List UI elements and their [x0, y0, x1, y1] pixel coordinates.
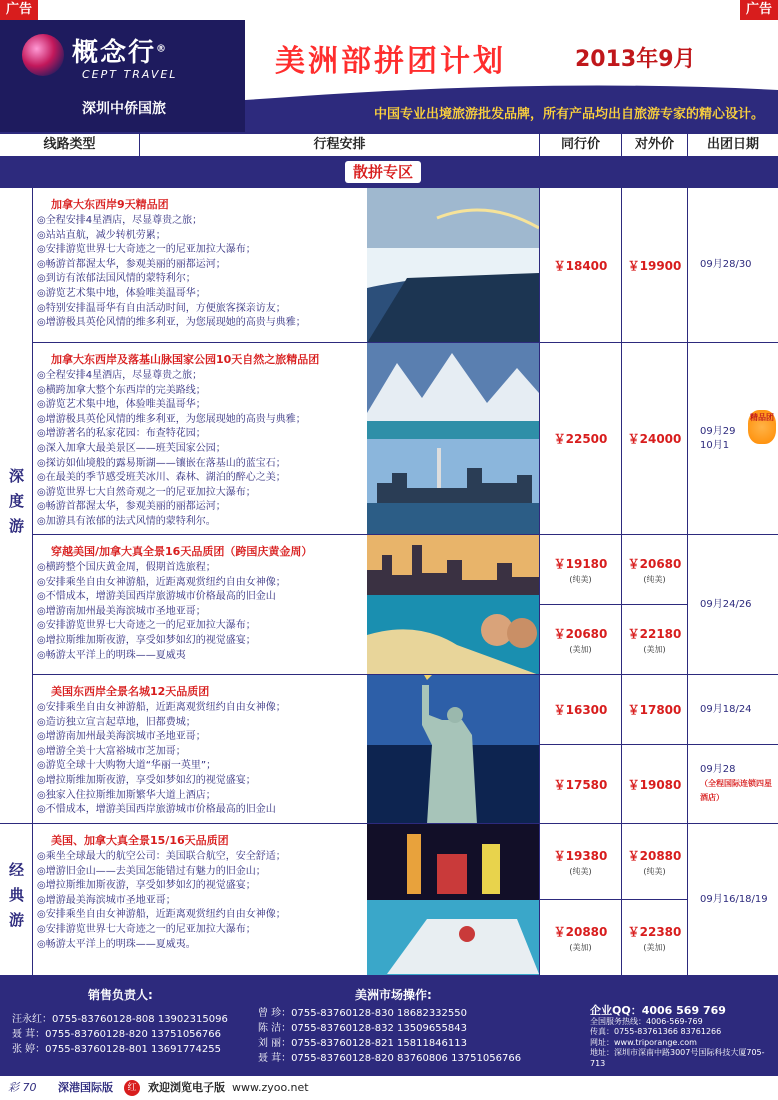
market-contacts	[258, 1006, 521, 1066]
list-item: ◎不惜成本，增游美国西岸旅游城市价格最高的旧金山	[37, 804, 276, 816]
route-title: 加拿大东西岸及落基山脉国家公园10天自然之旅精品团	[51, 353, 320, 366]
statue-of-liberty-photo	[367, 675, 539, 824]
company-website[interactable]: 网址：www.triporange.com	[590, 1037, 697, 1047]
contact-line: 张 婷：0755-83760128-801 13691774255	[12, 1044, 221, 1055]
col-itinerary: 行程安排	[140, 134, 540, 156]
route-usa-canada-15day[interactable]	[33, 824, 540, 976]
list-item: ◎站站直航，减少转机劳累；	[37, 229, 166, 241]
list-item: ◎畅游太平洋上的明珠——夏威夷。	[37, 938, 196, 950]
depart-date-cell	[688, 188, 778, 343]
trade-price-cell	[540, 900, 622, 976]
col-depart-date: 出团日期	[706, 137, 759, 152]
list-item: ◎横跨加拿大整个东西岸的完美路线；	[37, 384, 206, 396]
premium-badge	[748, 410, 776, 444]
depart-date: 10月1	[700, 439, 730, 451]
route-title: 美国东西岸全景名城12天品质团	[51, 685, 210, 698]
public-price: ￥22180	[627, 626, 682, 641]
col-route-type: 线路类型	[0, 134, 140, 156]
list-item: ◎全程安排4星酒店，尽显尊贵之旅；	[37, 370, 203, 381]
route-usa-12day[interactable]	[33, 675, 540, 824]
list-item: ◎在最美的季节感受班芙冰川、森林、湖泊的醉心之美；	[37, 472, 286, 484]
site-url[interactable]: www.zyoo.net	[232, 1081, 309, 1094]
list-item: ◎横跨整个国庆黄金周，假期首选旅程；	[37, 562, 216, 573]
date-note: （全程国际连锁四星酒店）	[700, 779, 772, 802]
depart-date: 09月29	[700, 425, 736, 437]
trade-price: ￥18400	[553, 258, 608, 273]
depart-date-cell	[688, 745, 778, 824]
list-item: ◎不惜成本，增游美国西岸旅游城市价格最高的旧金山	[37, 591, 276, 603]
trade-price-cell	[540, 535, 622, 605]
list-item: ◎增拉斯维加斯夜游，享受如梦如幻的视觉盛宴；	[37, 774, 256, 786]
company-info	[590, 1006, 775, 1069]
public-price: ￥24000	[627, 432, 682, 446]
route-items	[37, 850, 367, 952]
public-price: ￥20680	[627, 556, 682, 571]
contact-line: 聂 茸：0755-83760128-820 83760806 13751056766	[258, 1053, 522, 1064]
depart-date: 09月18/24	[700, 703, 752, 715]
list-item: ◎探访如仙境般的露易斯湖——镶嵌在落基山的蓝宝石；	[37, 457, 286, 469]
page-title: 美洲部拼团计划	[275, 44, 506, 79]
sales-contacts	[12, 1012, 228, 1057]
price-note: (美加)	[569, 644, 592, 654]
vegas-cruise-photo	[367, 824, 539, 976]
contact-line: 刘 丽：0755-83760128-821 15811846113	[258, 1038, 467, 1049]
depart-date: 09月16/18/19	[700, 893, 768, 905]
column-headers	[0, 132, 778, 158]
public-price-cell	[622, 343, 688, 535]
market-title: 美洲市场操作:	[355, 988, 432, 1002]
category-label: 经典游	[7, 862, 25, 937]
depart-date-cell	[688, 824, 778, 976]
price-note: (美加)	[569, 942, 592, 952]
price-note: (纯美)	[643, 574, 666, 584]
rockies-toronto-photo	[367, 343, 539, 535]
list-item: ◎增游南加州最美海滨城市圣地亚哥；	[37, 731, 206, 743]
public-price-cell	[622, 535, 688, 605]
routes-table	[0, 188, 778, 976]
list-item: ◎游览全球十大购物大道“华丽一英里”；	[37, 760, 217, 772]
company-qq: 企业QQ：4006 569 769	[590, 1004, 726, 1017]
trade-price: ￥20680	[553, 626, 608, 641]
logo-icon	[22, 34, 64, 76]
price-note: (美加)	[643, 644, 666, 654]
depart-date-cell	[688, 675, 778, 745]
welcome-text: 欢迎浏览电子版	[148, 1081, 225, 1094]
section-header	[0, 158, 778, 188]
public-price-cell	[622, 675, 688, 745]
category-label: 深度游	[7, 468, 25, 543]
route-title: 美国、加拿大真全景15/16天品质团	[51, 834, 229, 847]
contact-line: 聂 茸：0755-83760128-820 13751056766	[12, 1029, 221, 1040]
agency-name: 深圳中侨国旅	[82, 101, 166, 117]
category-deep	[0, 188, 33, 824]
contact-line: 曾 珍：0755-83760128-830 18682332550	[258, 1008, 467, 1019]
list-item: ◎增拉斯维加斯夜游，享受如梦如幻的视觉盛宴；	[37, 634, 256, 646]
list-item: ◎造访独立宣言起草地，旧都费城；	[37, 716, 196, 728]
list-item: ◎安排游览世界七大奇迹之一的尼亚加拉大瀑布；	[37, 244, 256, 256]
list-item: ◎安排游览世界七大奇迹之一的尼亚加拉大瀑布；	[37, 923, 256, 935]
ad-label-left: 广告	[0, 0, 38, 20]
trade-price-cell	[540, 605, 622, 675]
route-title: 穿越美国/加拿大真全景16天品质团（跨国庆黄金周）	[51, 545, 313, 558]
list-item: ◎深入加拿大最美景区——班芙国家公园；	[37, 442, 226, 454]
list-item: ◎畅游太平洋上的明珠——夏威夷	[37, 649, 186, 661]
public-price: ￥22380	[627, 924, 682, 939]
list-item: ◎特别安排温哥华有自由活动时间，方便旅客探亲访友；	[37, 302, 286, 314]
trade-price-cell	[540, 188, 622, 343]
contact-line: 陈 洁：0755-83760128-832 13509655843	[258, 1023, 467, 1034]
skyline-hawaii-photo	[367, 535, 539, 675]
page-header	[0, 20, 778, 132]
company-hotline: 全国服务热线：4006-569-769	[590, 1016, 703, 1026]
depart-date-cell	[688, 535, 778, 675]
brand-name: 概念行®	[72, 38, 169, 68]
public-price-cell	[622, 188, 688, 343]
list-item: ◎游览世界七大自然奇观之一的尼亚加拉大瀑布；	[37, 486, 256, 498]
route-title: 加拿大东西岸9天精品团	[51, 198, 169, 211]
niagara-falls-photo	[367, 188, 539, 343]
col-public-price: 对外价	[622, 134, 688, 156]
list-item: ◎增游南加州最美海滨城市圣地亚哥；	[37, 605, 206, 617]
list-item: ◎增游著名的私家花园：布查特花园；	[37, 428, 206, 440]
depart-date: 09月24/26	[700, 598, 752, 610]
public-price: ￥20880	[627, 848, 682, 863]
list-item: ◎独家入住拉斯维加斯繁华大道上酒店；	[37, 789, 216, 801]
bottom-bar	[0, 1076, 778, 1100]
trade-price: ￥20880	[553, 924, 608, 939]
list-item: ◎畅游首都渥太华，参观美丽的丽都运河；	[37, 258, 226, 270]
list-item: ◎增游极具英伦风情的维多利亚，为您展现她的高贵与典雅；	[37, 413, 306, 425]
list-item: ◎增游全美十大富裕城市芝加哥；	[37, 745, 186, 757]
brand-english: CEPT TRAVEL	[82, 68, 178, 81]
list-item: ◎乘坐全球最大的航空公司：美国联合航空，安全舒适；	[37, 851, 286, 862]
list-item: ◎游览艺术集中地，体验唯美温哥华；	[37, 399, 206, 411]
company-fax: 传真：0755-83761366 83761266	[590, 1027, 722, 1036]
edition-mark-icon: 红	[124, 1080, 140, 1096]
route-items	[37, 214, 367, 331]
list-item: ◎增拉斯维加斯夜游，享受如梦如幻的视觉盛宴；	[37, 880, 256, 892]
route-usa-canada-16day[interactable]	[33, 535, 540, 675]
list-item: ◎到访有浓郁法国风情的蒙特利尔；	[37, 273, 196, 285]
price-note: (纯美)	[569, 866, 592, 876]
trade-price-cell	[540, 343, 622, 535]
trade-price: ￥22500	[553, 432, 608, 446]
page-date: 2013年9月	[575, 47, 696, 72]
list-item: ◎安排乘坐自由女神游船，近距离观赏纽约自由女神像；	[37, 702, 286, 713]
trade-price: ￥19380	[553, 848, 608, 863]
price-note: (美加)	[643, 942, 666, 952]
public-price-cell	[622, 900, 688, 976]
list-item: ◎增游旧金山——去美国怎能错过有魅力的旧金山；	[37, 865, 266, 877]
page-number: 彩 70	[8, 1081, 37, 1094]
trade-price-cell	[540, 675, 622, 745]
route-items	[37, 701, 367, 818]
col-trade-price: 同行价	[540, 134, 622, 156]
list-item: ◎增游最美海滨城市圣地亚哥；	[37, 894, 176, 906]
badge-label: 精品团	[750, 413, 774, 422]
public-price-cell	[622, 745, 688, 824]
list-item: ◎安排乘坐自由女神游船，近距离观赏纽约自由女神像；	[37, 909, 286, 921]
route-canada-9day[interactable]	[33, 188, 540, 343]
trade-price-cell	[540, 745, 622, 824]
public-price-cell	[622, 605, 688, 675]
category-classic	[0, 824, 33, 976]
route-canada-rockies-10day[interactable]	[33, 343, 540, 535]
ad-label-right: 广告	[740, 0, 778, 20]
list-item: ◎安排游览世界七大奇迹之一的尼亚加拉大瀑布；	[37, 620, 256, 632]
slogan: 中国专业出境旅游批发品牌，所有产品均出自旅游专家的精心设计。	[373, 107, 764, 122]
trade-price-cell	[540, 824, 622, 900]
list-item: ◎畅游首都渥太华，参观美丽的丽都运河；	[37, 501, 226, 513]
contact-line: 汪永红：0755-83760128-808 13902315096	[12, 1014, 228, 1025]
list-item: ◎安排乘坐自由女神游船，近距离观赏纽约自由女神像；	[37, 576, 286, 588]
public-price-cell	[622, 824, 688, 900]
route-items	[37, 561, 367, 663]
public-price: ￥19900	[627, 258, 682, 273]
trade-price: ￥19180	[553, 556, 608, 571]
price-note: (纯美)	[643, 866, 666, 876]
public-price: ￥19080	[627, 777, 682, 792]
section-title: 散拼专区	[345, 161, 421, 183]
title-panel	[245, 20, 778, 100]
price-note: (纯美)	[569, 574, 592, 584]
depart-date: 09月28	[700, 764, 736, 775]
public-price: ￥17800	[627, 703, 682, 717]
list-item: ◎增游极具英伦风情的维多利亚，为您展现她的高贵与典雅；	[37, 317, 306, 329]
list-item: ◎加游具有浓郁的法式风情的蒙特利尔。	[37, 515, 216, 527]
trade-price: ￥17580	[553, 777, 608, 792]
trade-price: ￥16300	[553, 703, 608, 717]
company-address: 地址：深圳市深南中路3007号国际科技大厦705-713	[590, 1048, 765, 1068]
edition-name: 深港国际版	[58, 1081, 113, 1094]
depart-date: 09月28/30	[700, 259, 752, 270]
contact-footer	[0, 976, 778, 1076]
list-item: ◎游览艺术集中地，体验唯美温哥华；	[37, 287, 206, 299]
route-items	[37, 369, 367, 530]
list-item: ◎全程安排4星酒店，尽显尊贵之旅；	[37, 215, 203, 226]
sales-title: 销售负责人:	[88, 988, 153, 1002]
